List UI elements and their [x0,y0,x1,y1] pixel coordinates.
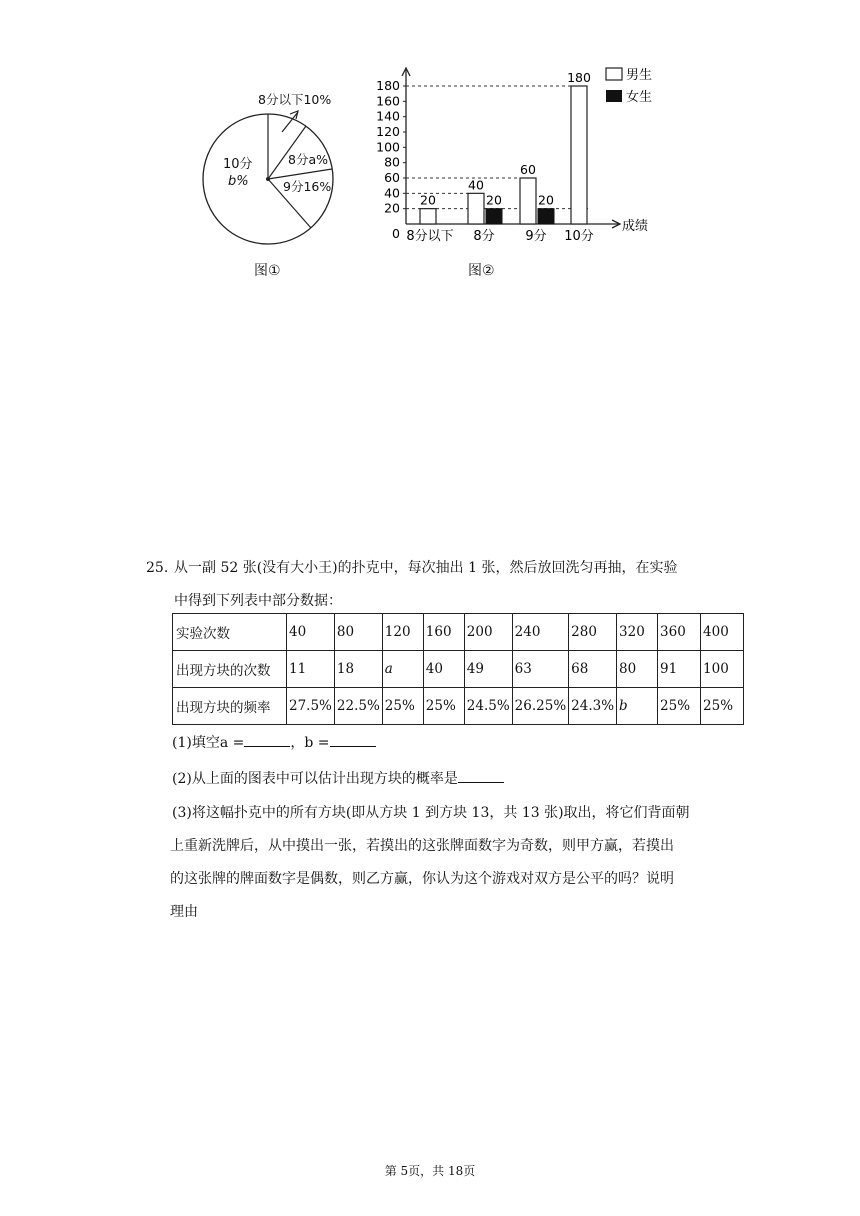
legend-boys-label: 男生 [626,68,653,83]
answer-blank-a[interactable] [244,732,290,747]
pie-label-nine: 9分16% [283,179,332,194]
y-tick-label: 140 [376,108,400,124]
answer-blank-b[interactable] [330,732,376,747]
table-cell: 18 [334,651,382,688]
table-cell: 22.5% [334,688,382,725]
x-axis-label: 成绩 [622,219,649,234]
part3-line4: 理由 [170,904,198,920]
category-label: 8分以下 [406,229,454,244]
part3-line3: 的这张牌的牌面数字是偶数，则乙方赢，你认为这个游戏对双方是公平的吗？说明 [170,871,674,887]
bar-boys-label: 60 [520,162,536,177]
bar-boys-label: 20 [420,192,436,208]
table-cell: 91 [658,651,701,688]
y-tick-label: 100 [376,139,400,155]
category-label: 9分 [525,229,547,244]
pie-label-b: b% [228,174,249,189]
table-row-header: 实验次数 [173,614,287,651]
table-row [173,688,744,725]
bar-boys [571,86,587,224]
table-cell: 280 [569,614,617,651]
table-cell: 80 [334,614,382,651]
bar-boys [420,209,436,224]
table-cell: 25% [701,688,744,725]
table-cell: 25% [382,688,423,725]
bar-boys-label: 40 [468,177,484,193]
table-cell: 40 [423,651,464,688]
table-row-header: 出现方块的频率 [173,688,287,725]
question-stem-line1: 从一副 52 张(没有大小王)的扑克中，每次抽出 1 张，然后放回洗匀再抽，在实验 [174,560,678,576]
bar-boys [520,178,536,224]
table-cell: 160 [423,614,464,651]
part3-line1: (3)将这幅扑克中的所有方块(即从方块 1 到方块 13，共 13 张)取出，将它们背面朝 [172,805,690,821]
legend-girls-label: 女生 [626,90,653,105]
table-cell: 40 [287,614,335,651]
part3-line2: 上重新洗牌后，从中摸出一张，若摸出的这张牌面数字为奇数，则甲方赢，若摸出 [170,838,674,854]
table-cell: a [382,651,423,688]
table-cell: 200 [464,614,512,651]
part-3 [172,797,732,929]
legend-girls-swatch [606,90,622,102]
bar-girls-label: 20 [486,192,502,208]
table-cell: 24.3% [569,688,617,725]
table-cell: 24.5% [464,688,512,725]
table-cell: 11 [287,651,335,688]
table-cell: 25% [423,688,464,725]
table-cell: 320 [617,614,658,651]
y-tick-label: 40 [384,185,400,201]
pie-label-ten: 10分 [223,157,253,172]
part-1 [172,727,732,760]
y-tick-label: 160 [376,93,400,109]
table-cell: 120 [382,614,423,651]
bar-boys [468,193,484,224]
bar-girls [538,209,554,224]
y-tick-label: 60 [384,170,400,185]
bar-girls-label: 20 [538,192,554,208]
y-tick-label: 0 [392,226,400,241]
table-cell: 360 [658,614,701,651]
part1-b-label: ，b = [290,735,330,751]
question-25 [146,552,746,618]
table-cell: b [617,688,658,725]
table-cell: 68 [569,651,617,688]
table-row-header: 出现方块的次数 [173,651,287,688]
y-tick-label: 120 [376,124,400,139]
table-cell: 25% [658,688,701,725]
part-2 [172,763,732,796]
table-cell: 63 [512,651,568,688]
legend-boys-swatch [606,68,622,80]
pie-label-eight: 8分a% [288,152,328,167]
bar-chart [368,62,668,262]
table-row [173,614,744,651]
figure1-caption: 图① [254,263,281,279]
y-tick-label: 80 [384,154,400,170]
part2-text: (2)从上面的图表中可以估计出现方块的概率是 [172,771,458,787]
y-tick-label: 180 [376,78,400,93]
table-row [173,651,744,688]
y-tick-label: 20 [384,200,400,216]
part1-a-label: (1)填空a = [172,735,245,751]
question-stem-line2: 中得到下列表中部分数据： [174,593,342,609]
bar-boys-label: 180 [567,70,591,85]
bar-girls [486,209,502,224]
answer-blank-probability[interactable] [458,768,504,783]
table-cell: 100 [701,651,744,688]
figure2-caption: 图② [468,263,495,279]
table-cell: 26.25% [512,688,568,725]
table-cell: 27.5% [287,688,335,725]
page-footer: 第 5页，共 18页 [384,1164,476,1178]
table-cell: 80 [617,651,658,688]
table-cell: 49 [464,651,512,688]
table-cell: 240 [512,614,568,651]
table-cell: 400 [701,614,744,651]
pie-label-below8: 8分以下10% [258,92,332,107]
category-label: 8分 [473,229,495,244]
category-label: 10分 [564,229,594,244]
data-table [172,613,744,725]
question-number: 25. [146,560,169,576]
